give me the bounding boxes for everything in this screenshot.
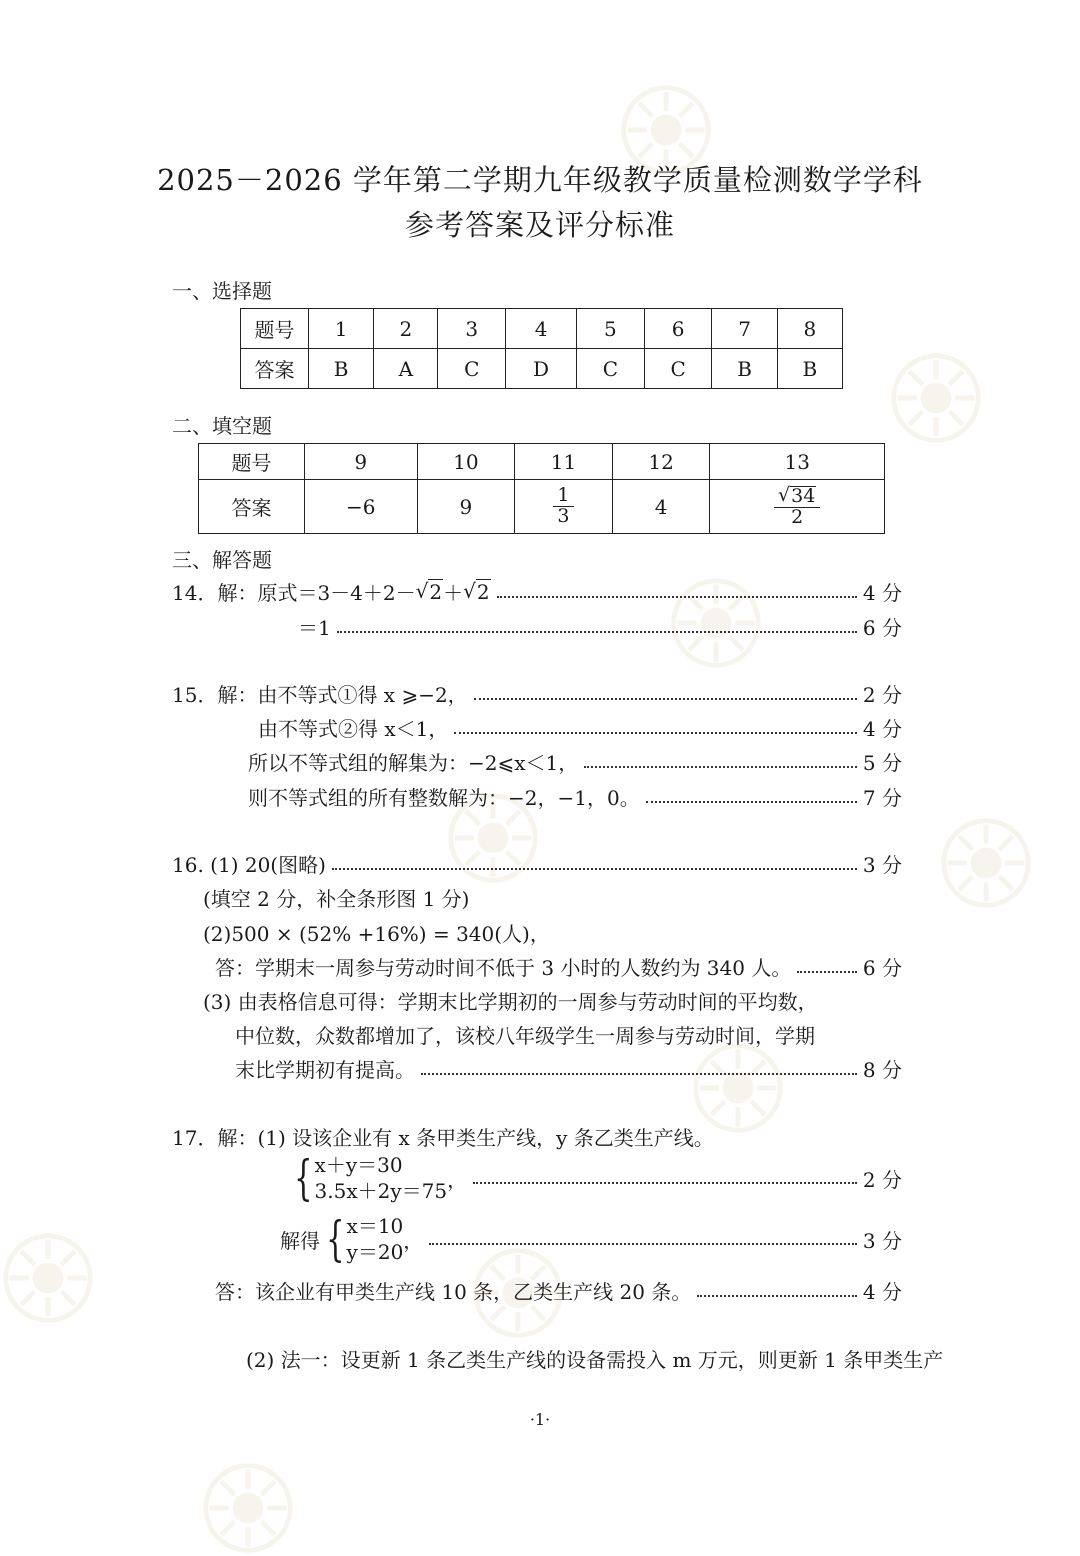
question-number-cell: 8 <box>777 309 842 349</box>
equation-rows <box>315 1152 448 1204</box>
leader-dots <box>584 766 857 768</box>
table-row <box>241 309 843 349</box>
q15-step: 15．解：由不等式①得 x ⩾−2， <box>172 683 468 707</box>
watermark-logo-icon <box>938 815 1034 911</box>
score-label: 3 分 <box>862 853 902 877</box>
answer-cell: D <box>506 349 577 389</box>
q14-line-2 <box>298 612 902 641</box>
score-label: 3 分 <box>862 1228 902 1253</box>
left-brace-icon: { <box>294 1150 313 1206</box>
radical-sign-icon: √ <box>778 483 791 506</box>
q16-line-7 <box>235 1054 902 1083</box>
section-heading-fill: 二、填空题 <box>172 414 272 438</box>
page-title: 2025－2026 学年第二学期九年级教学质量检测数学学科 <box>157 163 923 197</box>
radical-sign-icon: √ <box>463 579 476 603</box>
equation-row: y＝20 <box>346 1240 404 1264</box>
question-number-cell: 2 <box>374 309 438 349</box>
fraction-denominator: 3 <box>557 505 570 527</box>
q17-part2-line <box>246 1344 943 1373</box>
q16-answer: 答：学期末一周参与劳动时间不低于 3 小时的人数约为 340 人。 <box>215 956 792 980</box>
answer-cell: 4 <box>612 480 710 534</box>
answer-cell <box>710 480 885 534</box>
q14-expression: 14．解：原式＝3－4＋2－ <box>172 581 416 605</box>
score-label: 6 分 <box>862 956 902 980</box>
equation-system <box>288 1152 447 1204</box>
q15-line-2 <box>258 713 902 742</box>
q15-step: 所以不等式组的解集为：−2⩽x＜1， <box>248 751 579 775</box>
question-number-cell: 4 <box>506 309 577 349</box>
section-heading-solve: 三、解答题 <box>172 548 272 572</box>
answer-cell: B <box>712 349 777 389</box>
q16-line-2 <box>203 883 469 912</box>
equation-row: 3.5x＋2y＝75 <box>314 1179 448 1203</box>
q16-step: 16. (1) 20(图略) <box>172 853 326 877</box>
q16-line-3 <box>203 918 550 947</box>
q15-step: 则不等式组的所有整数解为：−2，−1，0。 <box>248 786 640 810</box>
q15-line-4 <box>248 782 902 811</box>
q16-line-1 <box>172 849 902 878</box>
q15-step: 由不等式②得 x＜1， <box>258 717 449 741</box>
leader-dots <box>454 732 857 734</box>
leader-dots <box>337 631 857 633</box>
question-number-cell: 6 <box>644 309 712 349</box>
page-subtitle: 参考答案及评分标准 <box>404 208 675 242</box>
answer-cell: −6 <box>305 480 418 534</box>
plus-sign: ＋ <box>443 581 464 605</box>
equation-rows <box>347 1213 404 1265</box>
question-number-cell: 12 <box>612 444 710 480</box>
answer-cell <box>515 480 613 534</box>
watermark-logo-icon <box>200 1460 296 1556</box>
question-number-cell: 3 <box>438 309 506 349</box>
answer-cell: C <box>438 349 506 389</box>
choice-answer-table <box>240 308 843 389</box>
q15-line-3 <box>248 747 902 776</box>
q17-equation-system <box>288 1152 902 1204</box>
q17-part2: (2) 法一：设更新 1 条乙类生产线的设备需投入 m 万元，则更新 1 条甲类生产 <box>246 1348 944 1372</box>
question-number-cell: 1 <box>309 309 374 349</box>
q17-answer-line <box>215 1276 902 1305</box>
score-label: 6 分 <box>862 616 902 640</box>
sqrt <box>778 483 816 507</box>
leader-dots <box>429 1243 857 1245</box>
fill-answer-table <box>198 443 885 534</box>
q16-step: (3) 由表格信息可得：学期末比学期初的一周参与劳动时间的平均数， <box>203 990 818 1014</box>
question-number-cell: 11 <box>515 444 613 480</box>
q16-line-4 <box>215 952 902 981</box>
q15-line-1 <box>172 679 902 708</box>
fraction-numerator: 1 <box>553 486 573 507</box>
leader-dots <box>421 1073 857 1075</box>
score-label: 4 分 <box>862 1280 902 1304</box>
answer-cell: B <box>777 349 842 389</box>
q17-line-1 <box>172 1122 714 1151</box>
fraction-numerator <box>774 483 820 508</box>
q16-line-5 <box>203 986 818 1015</box>
table-row <box>241 349 843 389</box>
answer-cell: 9 <box>417 480 515 534</box>
radicand: 34 <box>791 484 816 507</box>
q16-step: 末比学期初有提高。 <box>235 1058 415 1082</box>
q14-result: ＝1 <box>298 616 331 640</box>
equation-row: x＝10 <box>346 1214 404 1238</box>
leader-dots <box>646 801 857 803</box>
score-label: 4 分 <box>862 581 902 605</box>
score-label: 5 分 <box>862 751 902 775</box>
page-number: ·1· <box>529 1410 551 1429</box>
watermark-logo-icon <box>888 350 984 446</box>
question-number-cell: 13 <box>710 444 885 480</box>
question-number-cell: 7 <box>712 309 777 349</box>
q14-line-1 <box>172 577 902 606</box>
leader-dots <box>474 698 857 700</box>
q17-solution-system <box>280 1213 902 1265</box>
leader-dots <box>497 596 857 598</box>
answer-label-cell: 答案 <box>199 480 305 534</box>
radicand: 2 <box>429 580 443 604</box>
equation-row: x＋y＝30 <box>314 1153 403 1177</box>
leader-dots <box>797 971 857 973</box>
answer-cell: A <box>374 349 438 389</box>
leader-dots <box>473 1182 857 1184</box>
radicand: 2 <box>476 580 490 604</box>
answer-cell: C <box>644 349 712 389</box>
sqrt <box>416 579 443 604</box>
question-number-cell: 9 <box>305 444 418 480</box>
solution-label: 解得 <box>280 1228 320 1253</box>
q17-setup: 17．解：(1) 设该企业有 x 条甲类生产线，y 条乙类生产线。 <box>172 1126 714 1150</box>
equation-system <box>320 1213 403 1265</box>
score-label: 2 分 <box>862 683 902 707</box>
score-label: 8 分 <box>862 1058 902 1082</box>
table-row <box>199 480 885 534</box>
q17-answer: 答：该企业有甲类生产线 10 条，乙类生产线 20 条。 <box>215 1280 692 1304</box>
leader-dots <box>332 868 857 870</box>
watermark-logo-icon <box>0 1230 96 1326</box>
q16-note: (填空 2 分，补全条形图 1 分) <box>203 887 470 911</box>
radical-sign-icon: √ <box>415 579 429 603</box>
q16-step: (2)500 × (52% +16%) = 340(人)， <box>203 922 550 946</box>
question-number-cell: 5 <box>576 309 644 349</box>
header-label-cell: 题号 <box>199 444 305 480</box>
fraction <box>553 486 573 527</box>
comma: ， <box>403 1228 424 1253</box>
answer-label-cell: 答案 <box>241 349 309 389</box>
fraction <box>774 483 820 528</box>
score-label: 2 分 <box>862 1167 902 1192</box>
score-label: 7 分 <box>862 786 902 810</box>
section-heading-choice: 一、选择题 <box>172 279 272 303</box>
table-row <box>199 444 885 480</box>
answer-cell: B <box>309 349 374 389</box>
q16-step: 中位数，众数都增加了，该校八年级学生一周参与劳动时间，学期 <box>235 1024 815 1048</box>
sqrt <box>463 579 490 604</box>
leader-dots <box>697 1295 857 1297</box>
fraction-denominator: 2 <box>791 505 804 528</box>
header-label-cell: 题号 <box>241 309 309 349</box>
score-label: 4 分 <box>862 717 902 741</box>
question-number-cell: 10 <box>417 444 515 480</box>
q16-line-6 <box>235 1020 815 1049</box>
answer-cell: C <box>576 349 644 389</box>
comma: ， <box>447 1167 468 1192</box>
left-brace-icon: { <box>326 1211 345 1267</box>
